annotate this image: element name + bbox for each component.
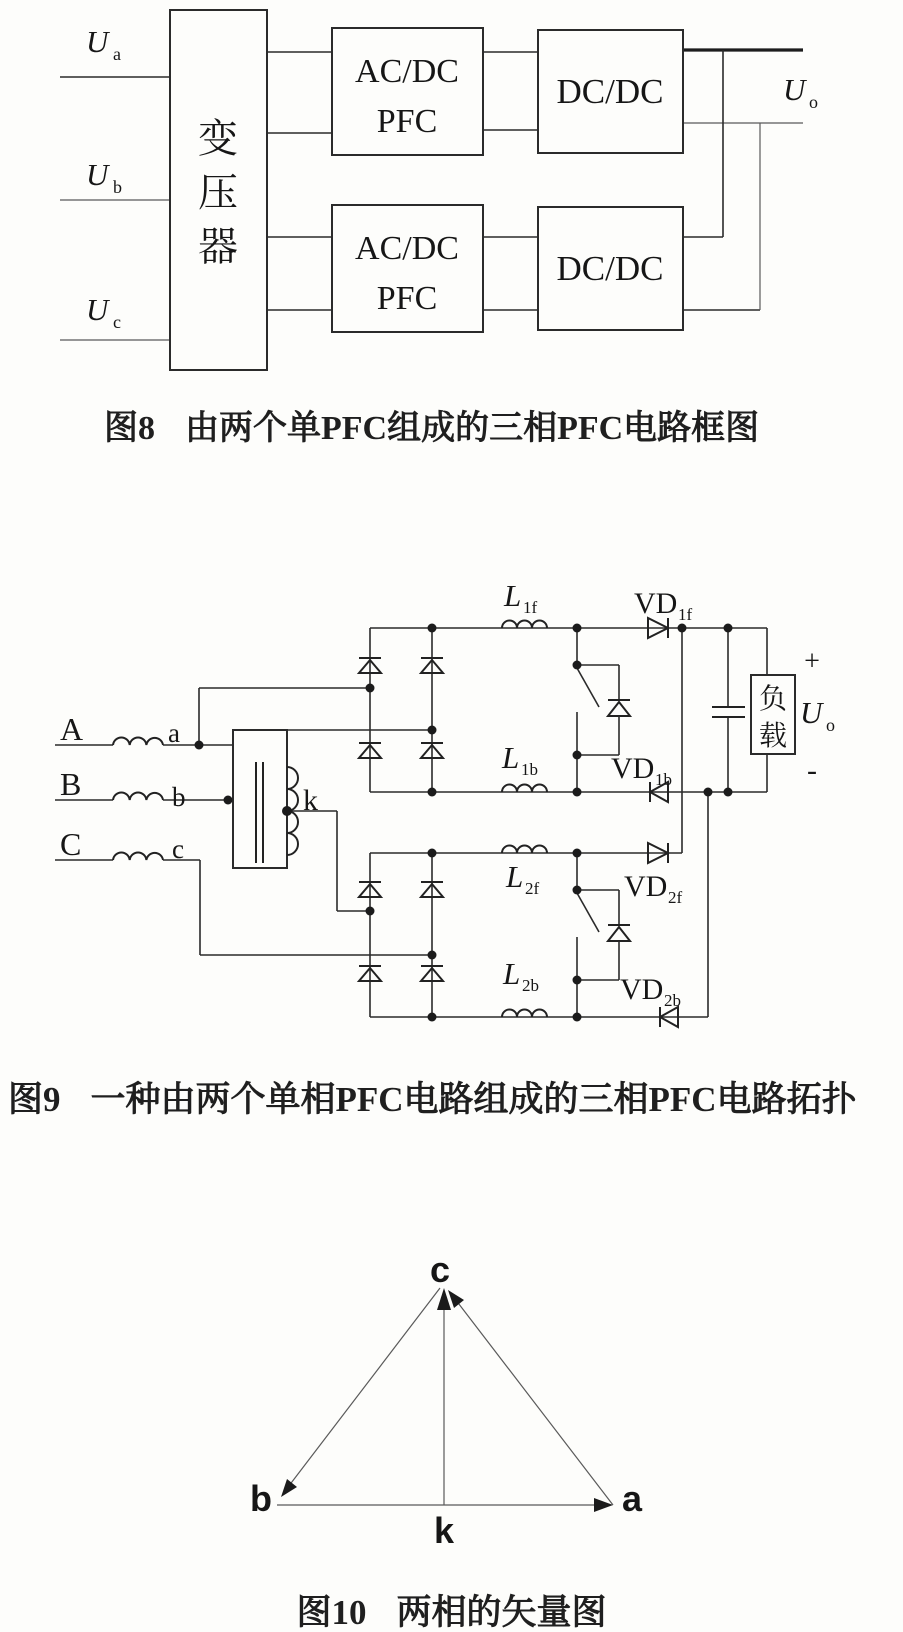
junction-dots — [195, 624, 733, 1022]
tap-label-b: b — [172, 782, 186, 812]
input-label-ub — [86, 157, 122, 197]
inductor-L2b — [502, 1010, 547, 1017]
label-VD1b — [611, 752, 672, 789]
label-L2b — [502, 956, 539, 995]
dcdc-block-top — [538, 30, 683, 153]
fig8-block-diagram — [0, 0, 903, 380]
L1f-sub: 1f — [523, 598, 538, 617]
figure10-caption-text: 两相的矢量图 — [396, 1593, 607, 1632]
figure8-caption — [104, 400, 759, 449]
figure9-caption-text: 一种由两个单相PFC电路组成的三相PFC电路拓扑 — [90, 1080, 857, 1119]
vector-lines — [277, 1288, 613, 1512]
load-char-2: 载 — [758, 721, 788, 752]
center-tap-label-k: k — [303, 784, 318, 817]
label-L2f — [505, 859, 540, 898]
uo-main: U — [783, 72, 806, 107]
label-VD2f — [624, 870, 683, 907]
fig10-vector-diagram — [0, 1230, 903, 1560]
dcdc-block-bottom — [538, 207, 683, 330]
transformer-char-3: 器 — [198, 224, 238, 269]
label-L1b — [501, 740, 538, 779]
VD2b-main: VD — [620, 973, 664, 1006]
L2f-sub: 2f — [525, 879, 540, 898]
VD2f-main: VD — [624, 870, 668, 903]
acdc-bottom-line1: AC/DC — [355, 230, 459, 267]
circuit1-rails — [370, 621, 767, 793]
ua-main: U — [86, 24, 109, 59]
uo9-main: U — [800, 695, 823, 730]
switch2-blade — [577, 893, 599, 932]
label-VD2b — [620, 973, 681, 1010]
plus-sign: + — [804, 646, 820, 677]
L2b-main: L — [503, 956, 521, 991]
input-label-ua — [86, 24, 121, 64]
phase-input-wires — [55, 688, 432, 955]
tap-label-a: a — [168, 718, 180, 748]
dcdc-top-label: DC/DC — [556, 72, 664, 111]
interphase-transformer — [233, 730, 432, 911]
vertex-label-b: b — [250, 1478, 272, 1519]
label-L1f — [503, 578, 538, 617]
transformer-char-2: 压 — [198, 170, 238, 215]
L2f-main: L — [506, 859, 524, 894]
bridge-rectifier-2 — [359, 853, 443, 1017]
uc-main: U — [86, 292, 109, 327]
inductor-L1f — [502, 621, 547, 629]
label-VD1f — [634, 587, 693, 624]
vertex-label-a: a — [622, 1478, 643, 1519]
arrow-c-to-b — [281, 1479, 297, 1497]
phase-label-C: C — [60, 826, 82, 862]
output-bus-verticals — [682, 628, 708, 1017]
output-label-uo-fig9 — [800, 695, 835, 735]
load-char-1: 负 — [758, 684, 788, 715]
phase-label-B: B — [60, 766, 82, 802]
output-capacitor — [712, 628, 745, 792]
figure10-caption — [0, 1585, 903, 1632]
VD2f-sub: 2f — [668, 888, 683, 907]
L1b-sub: 1b — [521, 760, 538, 779]
acdc-pfc-block-top — [332, 28, 483, 155]
inductor-L1b — [502, 785, 547, 792]
VD2b-sub: 2b — [664, 991, 681, 1010]
inductor-L2f — [502, 846, 547, 854]
figure8-caption-number: 图8 — [104, 410, 155, 447]
acdc-top-line2: PFC — [376, 103, 438, 140]
VD1f-main: VD — [634, 587, 678, 620]
dcdc-bottom-label: DC/DC — [556, 249, 664, 288]
arrow-a-to-c — [448, 1290, 464, 1308]
acdc-pfc-block-bottom — [332, 205, 483, 332]
figure8-caption-text: 由两个单PFC组成的三相PFC电路框图 — [185, 410, 760, 447]
uo9-sub: o — [826, 715, 835, 735]
ub-main: U — [86, 157, 109, 192]
L1f-main: L — [504, 578, 522, 613]
input-label-uc — [86, 292, 121, 332]
transformer-char-1: 变 — [198, 116, 238, 161]
ua-sub: a — [113, 44, 121, 64]
VD1f-sub: 1f — [678, 605, 693, 624]
phase-label-A: A — [60, 711, 84, 747]
vertex-label-c: c — [430, 1249, 451, 1290]
tap-label-c: c — [172, 834, 184, 864]
transformer-label — [198, 116, 238, 269]
vertex-label-k: k — [434, 1510, 455, 1551]
minus-sign: - — [807, 754, 817, 787]
uc-sub: c — [113, 312, 121, 332]
acdc-top-line1: AC/DC — [355, 53, 459, 90]
switch1-blade — [577, 668, 599, 707]
fig9-circuit-topology — [0, 565, 903, 1035]
figure9-caption — [8, 1072, 857, 1122]
figure9-caption-number: 图9 — [8, 1080, 61, 1119]
L1b-main: L — [502, 740, 520, 775]
acdc-bottom-line2: PFC — [376, 280, 438, 317]
load-box — [751, 675, 795, 754]
uo-sub: o — [809, 92, 818, 112]
L2b-sub: 2b — [522, 976, 539, 995]
figure10-caption-number: 图10 — [296, 1593, 367, 1632]
arrow-b-to-a — [594, 1498, 613, 1512]
output-label-uo-fig8 — [783, 72, 818, 112]
bridge-rectifier-1 — [359, 628, 443, 792]
VD1b-main: VD — [611, 752, 655, 785]
ub-sub: b — [113, 177, 122, 197]
VD1b-sub: 1b — [655, 770, 672, 789]
